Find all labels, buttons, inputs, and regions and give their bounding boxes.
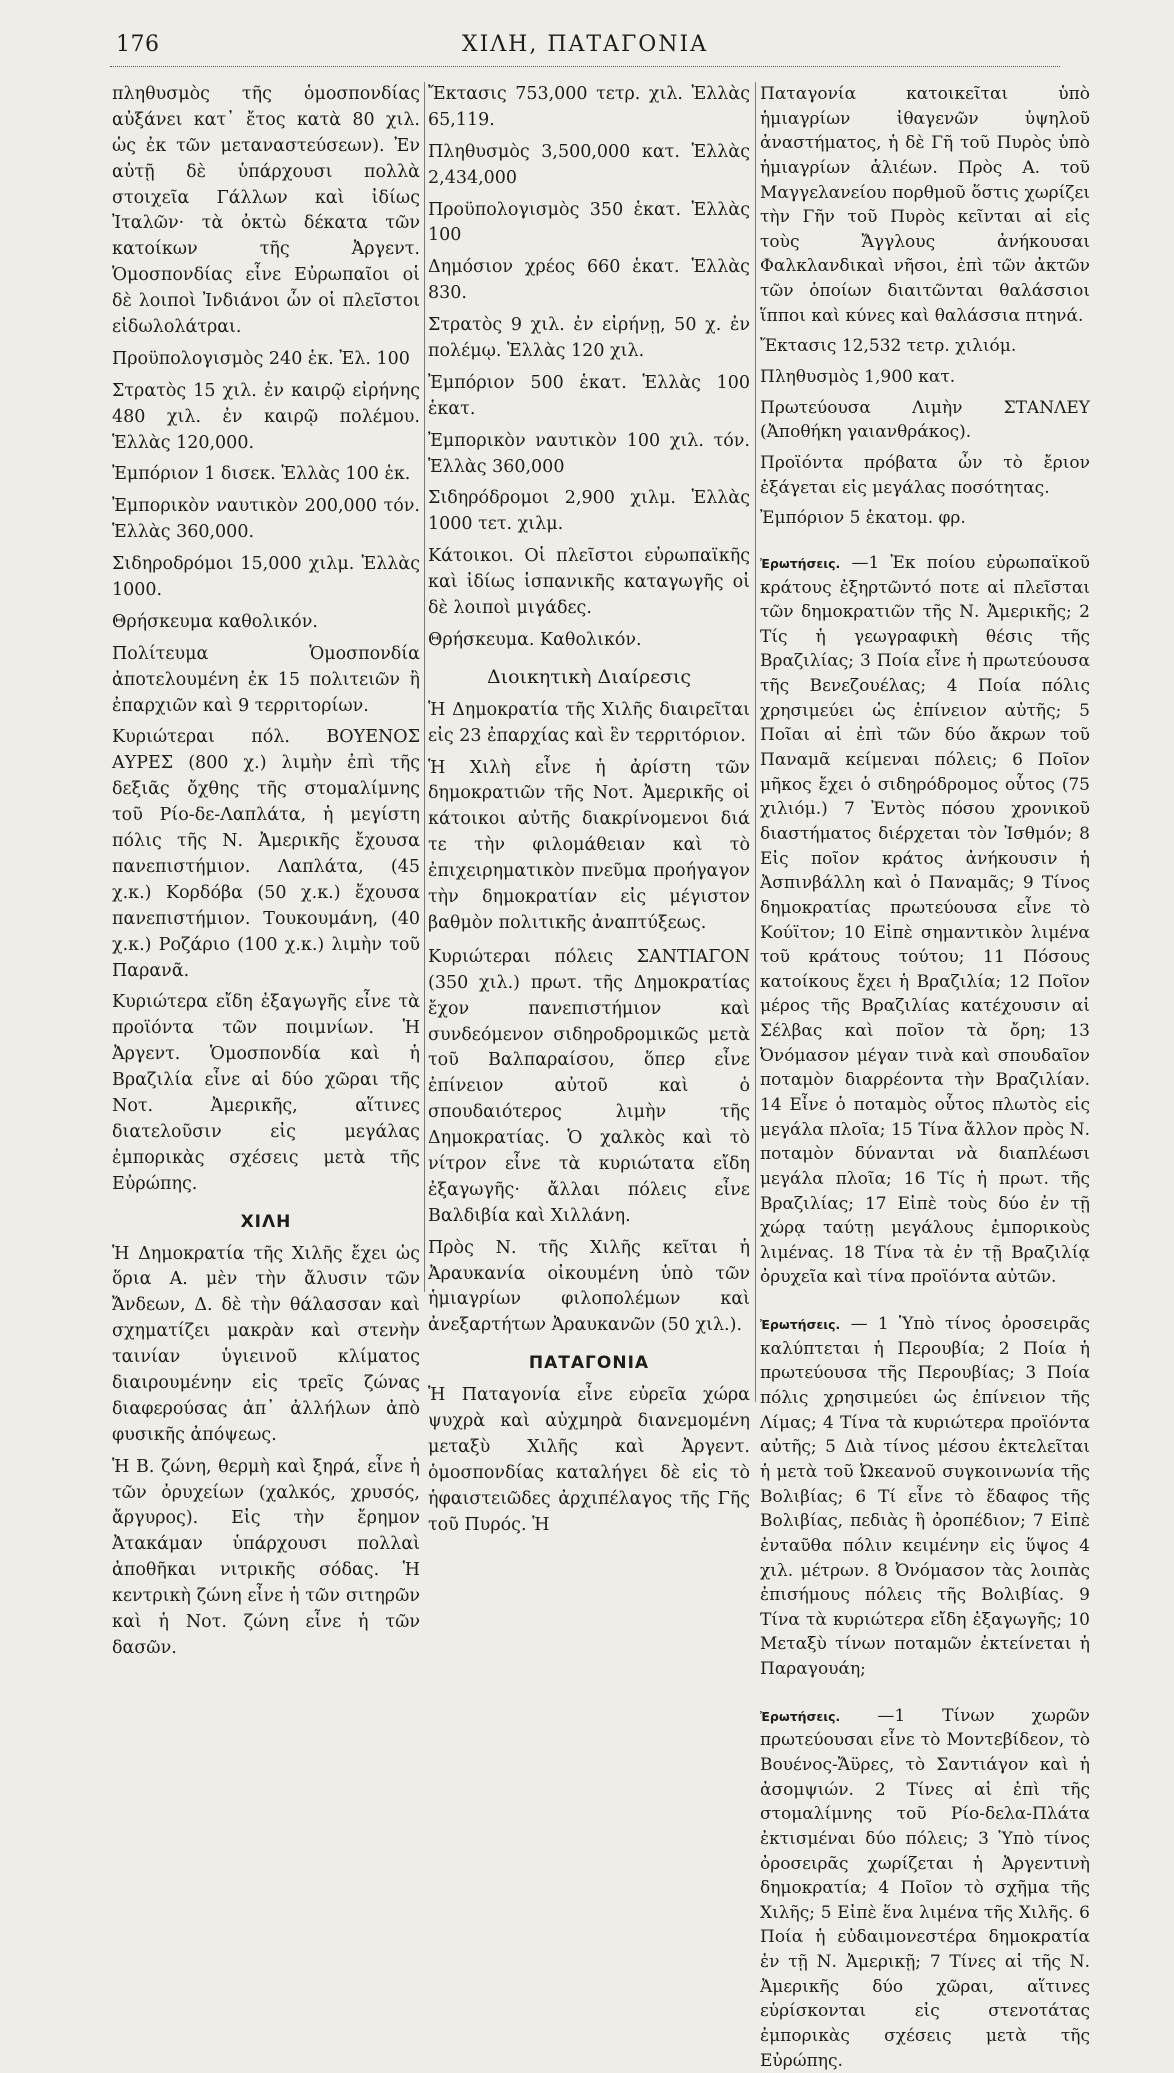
- chile-railways: Σιδηρόδρομοι 2,900 χιλμ. Ἑλλὰς 1000 τετ. χιλμ.: [428, 488, 750, 535]
- questions-block-3: [760, 1704, 1090, 2073]
- patagonia-products: Προϊόντα πρόβατα ὧν τὸ ἔριον ἐξάγεται εἰς μεγάλας ποσότητας.: [760, 452, 1090, 498]
- chile-note: Ἡ Χιλὴ εἶνε ἡ ἀρίστη τῶν δημοκρατιῶν τῆς Νοτ. Ἀμερικῆς οἱ κάτοικοι αὐτῆς διακρίνομενοι διά τε τὴν φιλομάθειαν καὶ τὸ ἐπιχειρηματικὸν πνεῦμα προήγαγον τὴν δημοκρατίαν εἰς μέγιστον βαθμὸν πολιτικῆς ἀναπτύξεως.: [428, 757, 750, 933]
- questions-block-2: [760, 1312, 1090, 1682]
- chile-budget: Προϋπολογισμὸς 350 ἑκατ. Ἑλλὰς 100: [428, 199, 750, 246]
- chile-religion: Θρήσκευμα. Καθολικόν.: [428, 629, 642, 650]
- araucania-paragraph: Πρὸς Ν. τῆς Χιλῆς κεῖται ἡ Ἀραυκανία οἰκουμένη ὑπὸ τῶν ἡμιαγρίων φιλοπολέμων καὶ ἀνεξαρτήτων Ἀραυκανῶν (50 χιλ.).: [428, 1237, 750, 1336]
- admin-division-heading: Διοικητικὴ Διαίρεσις: [486, 665, 692, 688]
- chile-population: Πληθυσμὸς 3,500,000 κατ. Ἑλλὰς 2,434,000: [428, 141, 750, 188]
- column-left: [112, 82, 420, 1658]
- column-middle: [428, 82, 750, 1535]
- page-number: 176: [116, 32, 160, 57]
- questions-text: — 1 Ὑπὸ τίνος ὀροσειρᾶς καλύπτεται ἡ Περουβία; 2 Ποία ἡ πρωτεύουσα τῆς Περουβίας; 3 Ποία πόλις χρησιμεύει ὡς ἐπίνειον τῆς Λίμας; 4 Τίνα τὰ κυριώτερα προϊόντα αὐτῆς; 5 Διὰ τίνος μέσου ἐκτελεῖται ἡ μετὰ τοῦ Ὠκεανοῦ συγκοινωνία τῆς Βολιβίας; 6 Τί εἶνε τὸ ἔδαφος τῆς Βολιβίας, πεδιὰς ἢ ὀροπέδιον; 7 Εἰπὲ ἐνταῦθα πόλιν κειμένην εἰς ὕψος 4 χιλ. μέτρων. 8 Ὀνόμασον τὰς λοιπὰς ἐπισήμους πόλεις τῆς Βολιβίας. 9 Τίνα τὰ κυριώτερα εἴδη ἐξαγωγῆς; 10 Μεταξὺ τίνων ποταμῶν ἐκτείνεται ἡ Παραγουάη;: [760, 1314, 1090, 1680]
- argentina-cities: Κυριώτεραι πόλ. ΒΟΥΕΝΟΣ ΑΥΡΕΣ (800 χ.) λιμὴν ἐπὶ τῆς δεξιᾶς ὄχθης τῆς στομαλίμνης τοῦ Ρίο-δε-Λαπλάτα, ἡ μεγίστη πόλις τῆς Ν. Ἀμερικῆς ἔχουσα πανεπιστήμιον. Λαπλάτα, (45 χ.κ.) Κορδόβα (50 χ.κ.) ἔχουσα πανεπιστήμιον. Τουκουμάνη, (40 χ.κ.) Ροζάριο (100 χ.κ.) λιμὴν τοῦ Παρανᾶ.: [112, 727, 420, 981]
- patagonia-capital: Πρωτεύουσα Λιμὴν ΣΤΑΝΛΕΥ (Ἀποθήκη γαιανθράκος).: [760, 397, 1090, 443]
- chile-inhabitants: Κάτοικοι. Οἱ πλεῖστοι εὐρωπαϊκῆς καὶ ἰδίως ἱσπανικῆς καταγωγῆς οἱ δὲ λοιποὶ μιγάδες.: [428, 546, 750, 619]
- argentina-government: Πολίτευμα Ὁμοσπονδία ἀποτελουμένη ἐκ 15 πολιτειῶν ἢ ἐπαρχιῶν καὶ 9 τερριτορίων.: [112, 643, 420, 716]
- patagonia-paragraph: Ἡ Παταγονία εἶνε εὐρεῖα χώρα ψυχρὰ καὶ αὐχμηρὰ διανεμομένη μεταξὺ Χιλῆς καὶ Ἀργεντ. ὁμοσπονδίας καταλήγει δὲ εἰς τὸ ἡφαιστειῶδες ἀρχιπέλαγος τῆς Γῆς τοῦ Πυρός. Ἡ: [428, 1385, 750, 1535]
- chile-zones-paragraph: Ἡ Β. ζώνη, θερμὴ καὶ ξηρά, εἶνε ἡ τῶν ὀρυχείων (χαλκός, χρυσός, ἄργυρος). Εἰς τὴν ἔρημον Ἀτακάμαν ὑπάρχουσι πολλαὶ ἀποθῆκαι νιτρικῆς σόδας. Ἡ κεντρικὴ ζώνη εἶνε ἡ τῶν σιτηρῶν καὶ ἡ Νοτ. ζώνη εἶνε ἡ τῶν δασῶν.: [112, 1456, 420, 1658]
- questions-block-1: [760, 551, 1090, 1290]
- argentina-intro-paragraph: πληθυσμὸς τῆς ὁμοσπονδίας αὐξάνει κατ᾽ ἔτος κατὰ 80 χιλ. ὡς ἐκ τῶν μεταναστεύσεων). Ἐν αὐτῇ δὲ ὑπάρχουσι πολλὰ στοιχεῖα Γάλλων καὶ ἰδίως Ἰταλῶν· τὰ ὀκτὼ δέκατα τῶν κατοίκων τῆς Ἀργεντ. Ὁμοσπονδίας εἶνε Εὐρωπαῖοι οἱ δὲ λοιποὶ Ἰνδιάνοι ὧν οἱ πλεῖστοι εἰδωλολάτραι.: [112, 84, 420, 338]
- argentina-merchant-navy: Ἐμπορικὸν ναυτικὸν 200,000 τόν. Ἑλλὰς 360,000.: [112, 496, 420, 543]
- argentina-religion: Θρήσκευμα καθολικόν.: [112, 611, 318, 632]
- patagonia-heading: ΠΑΤΑΓΟΝΙΑ: [528, 1353, 650, 1374]
- admin-division-paragraph: Ἡ Δημοκρατία τῆς Χιλῆς διαιρεῖται εἰς 23 ἐπαρχίας καὶ ἓν τερριτόριον.: [428, 699, 750, 746]
- questions-label: Ἐρωτήσεις.: [760, 1317, 841, 1333]
- patagonia-population: Πληθυσμὸς 1,900 κατ.: [760, 367, 956, 388]
- header-rule: [110, 66, 1060, 67]
- chile-trade: Ἐμπόριον 500 ἑκατ. Ἑλλὰς 100 ἑκατ.: [428, 372, 750, 419]
- patagonia-area: Ἔκτασις 12,532 τετρ. χιλιόμ.: [760, 336, 1017, 357]
- spacer: [760, 1690, 1090, 1704]
- chile-cities: Κυριώτεραι πόλεις ΣΑΝΤΙΑΓΟΝ (350 χιλ.) πρωτ. τῆς Δημοκρατίας ἔχον πανεπιστήμιον καὶ συνδεόμενον σιδηροδρομικῶς μετὰ τοῦ Βαλπαραίσου, ὅπερ εἶνε ἐπίνειον αὐτοῦ καὶ ὁ σπουδαιότερος λιμὴν τῆς Δημοκρατίας. Ὁ χαλκὸς καὶ τὸ νίτρον εἶνε τὰ κυριώτατα εἴδη ἐξαγωγῆς· ἄλλαι πόλεις εἶνε Βαλδιβία καὶ Χιλλάνη.: [428, 946, 750, 1226]
- questions-label: Ἐρωτήσεις.: [760, 1708, 841, 1724]
- column-right: [760, 82, 1091, 2071]
- patagonia-continued: Παταγονία κατοικεῖται ὑπὸ ἡμιαγρίων ἰθαγενῶν ὑψηλοῦ ἀναστήματος, ἡ δὲ Γῆ τοῦ Πυρὸς ὑπὸ ἡμιαγρίων ἁλιέων. Πρὸς Α. τοῦ Μαγγελανείου πορθμοῦ ὅστις χωρίζει τὴν Γῆν τοῦ Πυρὸς κεῖνται αἱ εἰς τοὺς Ἄγγλους ἀνήκουσαι Φαλκλανδικαὶ νῆσοι, ἐπὶ τῶν ἀκτῶν τῶν ὁποίων διαιτῶνται θαλάσσιοι ἵπποι καὶ κύνες καὶ θαλάσσια πτηνά.: [760, 84, 1090, 326]
- argentina-railways: Σιδηροδρόμοι 15,000 χιλμ. Ἑλλὰς 1000.: [112, 554, 420, 601]
- chile-merchant-navy: Ἐμπορικὸν ναυτικὸν 100 χιλ. τόν. Ἑλλὰς 360,000: [428, 430, 750, 477]
- patagonia-trade: Ἐμπόριον 5 ἑκατομ. φρ.: [760, 508, 966, 529]
- argentina-exports: Κυριώτερα εἴδη ἐξαγωγῆς εἶνε τὰ προϊόντα τῶν ποιμνίων. Ἡ Ἀργεντ. Ὁμοσπονδία καὶ ἡ Βραζιλία εἶνε αἱ δύο χῶραι τῆς Νοτ. Ἀμερικῆς, αἵτινες διατελοῦσιν εἰς μεγάλας ἐμπορικὰς σχέσεις μετὰ τῆς Εὐρώπης.: [112, 992, 420, 1194]
- spacer: [760, 537, 1090, 551]
- chile-heading: ΧΙΛΗ: [240, 1211, 292, 1232]
- chile-intro-paragraph: Ἡ Δημοκρατία τῆς Χιλῆς ἔχει ὡς ὅρια Α. μὲν τὴν ἄλυσιν τῶν Ἄνδεων, Δ. δὲ τὴν θάλασσαν καὶ σχηματίζει μακρὰν καὶ στενὴν ταινίαν ὑγιεινοῦ κλίματος διαιρουμένην εἰς τρεῖς ζώνας διαφερούσας ἀπ᾽ ἀλλήλων ἀπὸ φυσικῆς ἀπόψεως.: [112, 1243, 420, 1445]
- chile-debt: Δημόσιον χρέος 660 ἑκατ. Ἑλλὰς 830.: [428, 257, 750, 304]
- page-header: [110, 30, 1060, 70]
- column-divider-left: [424, 82, 425, 1292]
- column-divider-right: [755, 82, 756, 1402]
- chile-area: Ἔκτασις 753,000 τετρ. χιλ. Ἑλλὰς 65,119.: [428, 84, 750, 130]
- spacer: [760, 1298, 1090, 1312]
- running-title: ΧΙΛΗ, ΠΑΤΑΓΟΝΙΑ: [461, 32, 709, 57]
- argentina-budget: Προϋπολογισμὸς 240 ἑκ. Ἐλ. 100: [112, 348, 410, 369]
- argentina-army: Στρατὸς 15 χιλ. ἐν καιρῷ εἰρήνης 480 χιλ. ἐν καιρῷ πολέμου. Ἑλλὰς 120,000.: [112, 380, 420, 453]
- questions-label: Ἐρωτήσεις.: [760, 555, 841, 571]
- argentina-trade: Ἐμπόριον 1 δισεκ. Ἑλλὰς 100 ἑκ.: [112, 464, 411, 485]
- chile-army: Στρατὸς 9 χιλ. ἐν εἰρήνῃ, 50 χ. ἐν πολέμῳ. Ἑλλὰς 120 χιλ.: [428, 315, 750, 362]
- questions-text: —1 Ἐκ ποίου εὐρωπαϊκοῦ κράτους ἐξηρτῶντό ποτε αἱ πλεῖσται τῶν δημοκρατιῶν τῆς Ν. Ἀμερικῆς; 2 Τίς ἡ γεωγραφικὴ θέσις τῆς Βραζιλίας; 3 Ποία εἶνε ἡ πρωτεύουσα τῆς Βενεζουέλας; 4 Ποία πόλις χρησιμεύει ὡς ἐπίνειον αὐτῆς; 5 Ποῖαι αἱ ἐπὶ τῶν δύο ἄκρων τοῦ Παναμᾶ κείμεναι πόλεις; 6 Ποῖον μῆκος ἔχει ὁ σιδηρόδρομος οὗτος (75 χιλιόμ.) 7 Ἐντὸς πόσου χρονικοῦ διαστήματος διέρχεται τὸν Ἰσθμόν; 8 Εἰς ποῖον κράτος ἀνήκουσιν ἡ Ἀσπινβάλλη καὶ ὁ Παναμᾶς; 9 Τίνος δημοκρατίας πρωτεύουσα εἶνε τὸ Κούϊτον; 10 Εἰπὲ σημαντικὸν λιμένα τοῦ κράτους τούτου; 11 Πόσους κατοίκους ἔχει ἡ Βραζιλία; 12 Ποῖον μέρος τῆς Βραζιλίας κατέχουσιν αἱ Σέλβας καὶ ποῖον τὰ ὄρη; 13 Ὀνόμασον μέγαν τινὰ καὶ σπουδαῖον ποταμὸν διαρρέοντα τὴν Βραζιλίαν. 14 Εἶνε ὁ ποταμὸς οὗτος πλωτὸς εἰς μεγάλα πλοῖα; 15 Τίνα ἄλλον πρὸς Ν. ποταμὸν δύνανται νὰ διαπλέωσι μεγάλα πλοῖα; 16 Τίς ἡ πρωτ. τῆς Βραζιλίας; 17 Εἰπὲ τοὺς δύο ἐν τῇ χώρᾳ ταύτῃ μεγάλους ἐμπορικοὺς λιμένας. 18 Τίνα τὰ ἐν τῇ Βραζιλίᾳ ὀρυχεῖα καὶ τίνα προϊόντα αὐτῶν.: [760, 552, 1091, 1288]
- questions-text: —1 Τίνων χωρῶν πρωτεύουσαι εἶνε τὸ Μοντεβίδεον, τὸ Βουένος-Ἄϋρες, τὸ Σαντιάγον καὶ ἡ ἀσομψιών. 2 Τίνες αἱ ἐπὶ τῆς στομαλίμνης τοῦ Ρίο-δελα-Πλάτα ἐκτισμέναι δύο πόλεις; 3 Ὑπὸ τίνος ὀροσειρᾶς χωρίζεται ἡ Ἀργεντινὴ δημοκρατία; 4 Ποῖον τὸ σχῆμα τῆς Χιλῆς; 5 Εἰπὲ ἕνα λιμένα τῆς Χιλῆς. 6 Ποία ἡ εὐδαιμονεστέρα δημοκρατία ἐν τῇ Ν. Ἀμερικῇ; 7 Τίνες αἱ τῆς Ν. Ἀμερικῆς δύο χῶραι, αἵτινες εὑρίσκονται εἰς στενοτάτας ἐμπορικὰς σχέσεις μετὰ τῆς Εὐρώπης.: [760, 1705, 1091, 2071]
